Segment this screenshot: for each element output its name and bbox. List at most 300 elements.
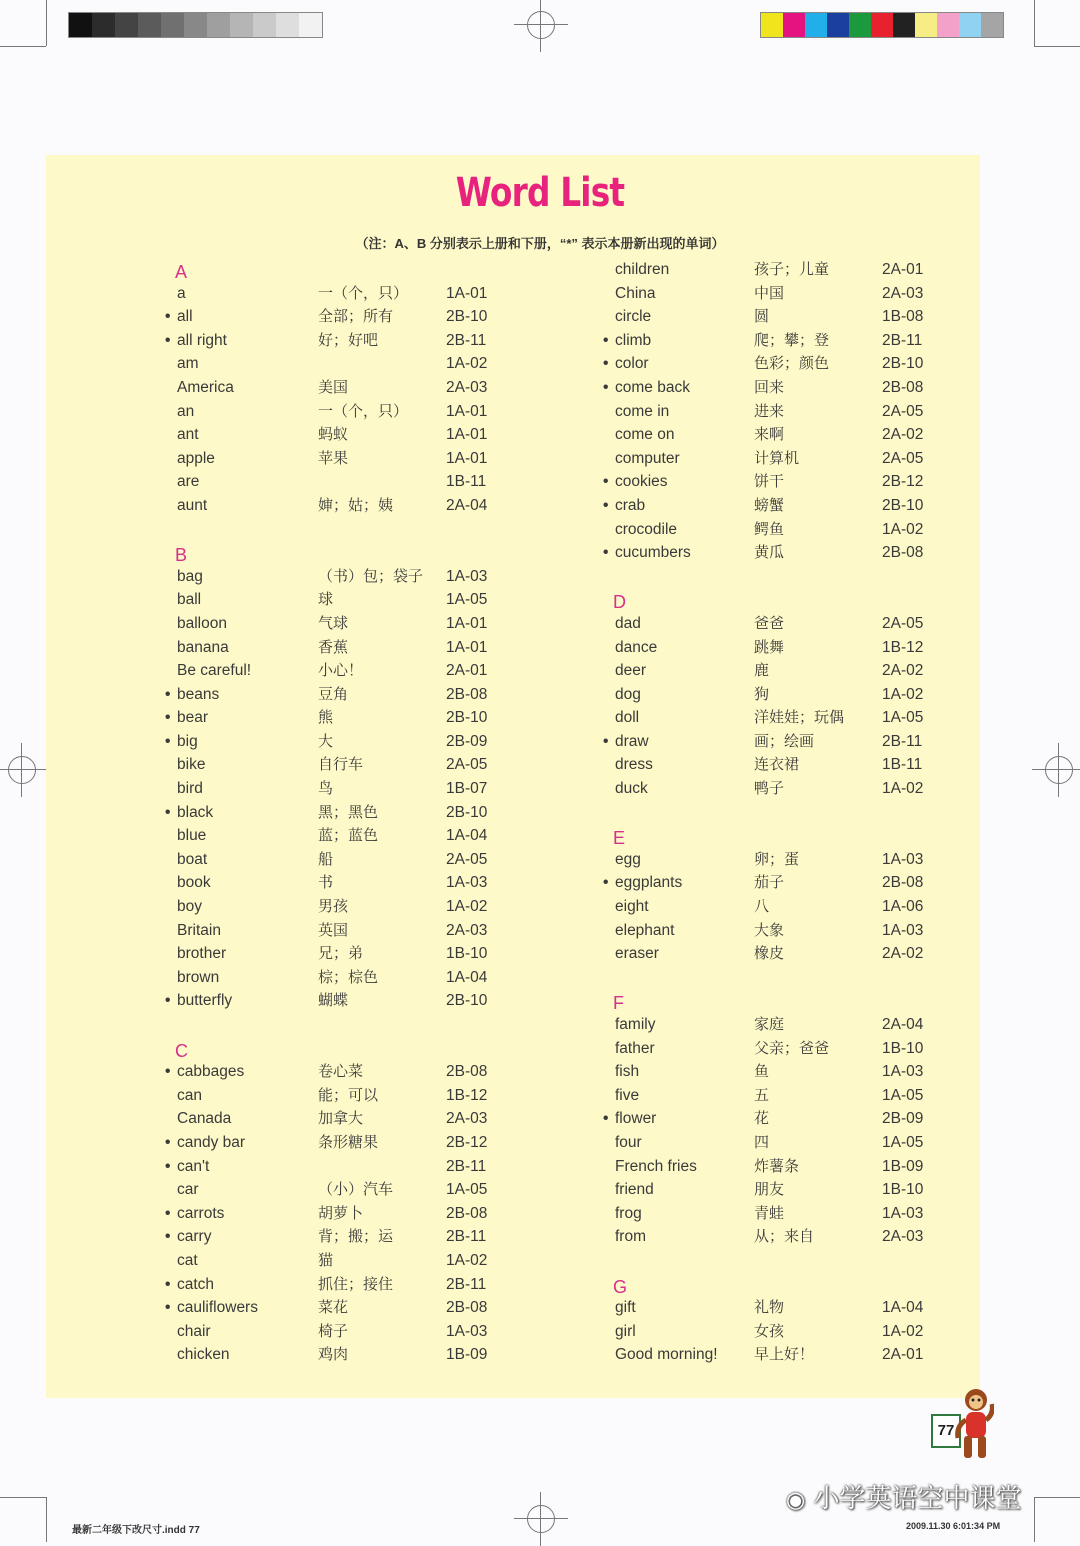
entry-chinese: 好；好吧 bbox=[318, 330, 379, 349]
entry-chinese: 椅子 bbox=[318, 1321, 349, 1340]
entry-chinese: 家庭 bbox=[754, 1015, 785, 1033]
word-entry bbox=[165, 376, 525, 400]
entry-unit-code: 2B-10 bbox=[446, 992, 488, 1010]
entry-chinese: 大象 bbox=[754, 920, 785, 939]
crop-mark bbox=[0, 46, 46, 47]
section-letter bbox=[603, 1273, 963, 1297]
entry-chinese: 香蕉 bbox=[318, 637, 349, 656]
entry-unit-code: 2A-03 bbox=[882, 1228, 924, 1246]
entry-word: Canada bbox=[177, 1110, 232, 1128]
entry-unit-code: 2B-11 bbox=[446, 1275, 487, 1293]
entry-unit-code: 2A-05 bbox=[446, 756, 488, 774]
entry-chinese: 菜花 bbox=[318, 1298, 349, 1317]
word-entry bbox=[603, 494, 963, 518]
entry-chinese: 中国 bbox=[754, 283, 785, 302]
word-entry bbox=[603, 1320, 963, 1344]
section-letter bbox=[165, 1037, 525, 1061]
entry-chinese: 英国 bbox=[318, 920, 349, 939]
word-entry bbox=[603, 470, 963, 494]
gray-swatch bbox=[115, 13, 138, 37]
word-entry bbox=[603, 942, 963, 966]
entry-unit-code: 2A-03 bbox=[446, 1110, 488, 1128]
word-entry bbox=[603, 1296, 963, 1320]
word-entry bbox=[603, 1178, 963, 1202]
word-entry bbox=[603, 352, 963, 376]
entry-chinese: 早上好！ bbox=[754, 1345, 815, 1364]
color-swatch bbox=[849, 13, 871, 37]
entry-unit-code: 2B-10 bbox=[882, 496, 924, 514]
entry-word: draw bbox=[615, 732, 649, 750]
entry-chinese: 棕；棕色 bbox=[318, 967, 379, 986]
word-entry bbox=[165, 942, 525, 966]
word-entry bbox=[165, 777, 525, 801]
entry-star-marker: • bbox=[165, 308, 171, 326]
entry-word: apple bbox=[177, 449, 215, 467]
entry-word: four bbox=[615, 1133, 642, 1151]
entry-word: color bbox=[615, 355, 649, 373]
entry-unit-code: 1B-12 bbox=[446, 1086, 488, 1104]
entry-chinese: 炸薯条 bbox=[754, 1156, 800, 1175]
entry-unit-code: 1A-01 bbox=[446, 426, 488, 444]
word-entry bbox=[165, 470, 525, 494]
entry-word: ball bbox=[177, 591, 202, 609]
entry-word: doll bbox=[615, 709, 640, 727]
word-entry bbox=[165, 706, 525, 730]
entry-chinese: 色彩；颜色 bbox=[754, 354, 830, 373]
entry-chinese: 鸡肉 bbox=[318, 1345, 349, 1364]
word-entry bbox=[165, 730, 525, 754]
entry-word: brother bbox=[177, 945, 227, 963]
word-entry bbox=[165, 1131, 525, 1155]
entry-word: eraser bbox=[615, 945, 659, 963]
word-entry bbox=[603, 258, 963, 282]
entry-chinese: 猫 bbox=[318, 1250, 334, 1269]
entry-unit-code: 2B-12 bbox=[446, 1133, 488, 1151]
entry-chinese: 女孩 bbox=[754, 1321, 785, 1340]
entry-unit-code: 1A-02 bbox=[446, 1251, 488, 1269]
entry-word: Britain bbox=[177, 921, 221, 939]
entry-word: crocodile bbox=[615, 520, 678, 538]
section-gap bbox=[603, 801, 963, 825]
entry-unit-code: 2B-11 bbox=[446, 1228, 487, 1246]
entry-chinese: 小心！ bbox=[318, 661, 364, 680]
entry-unit-code: 2B-11 bbox=[446, 1157, 487, 1175]
section-gap bbox=[603, 565, 963, 589]
entry-word: frog bbox=[615, 1204, 642, 1222]
entry-unit-code: 2A-05 bbox=[882, 402, 924, 420]
crop-mark bbox=[1034, 0, 1035, 46]
word-entry bbox=[165, 1225, 525, 1249]
entry-chinese: 大 bbox=[318, 731, 334, 750]
color-swatch bbox=[783, 13, 805, 37]
word-entry bbox=[165, 919, 525, 943]
entry-word: cabbages bbox=[177, 1063, 245, 1081]
word-entry bbox=[165, 1343, 525, 1367]
word-entry bbox=[165, 352, 525, 376]
entry-chinese: 美国 bbox=[318, 377, 349, 396]
entry-word: boy bbox=[177, 898, 202, 916]
entry-unit-code: 2B-08 bbox=[882, 544, 924, 562]
watermark bbox=[786, 1478, 1021, 1515]
word-entry bbox=[165, 1155, 525, 1179]
entry-unit-code: 2A-02 bbox=[882, 945, 924, 963]
gray-swatch bbox=[276, 13, 299, 37]
entry-unit-code: 1A-05 bbox=[446, 591, 488, 609]
entry-word: catch bbox=[177, 1275, 215, 1293]
entry-chinese: 洋娃娃；玩偶 bbox=[754, 708, 845, 727]
entry-word: crab bbox=[615, 496, 646, 514]
word-entry bbox=[603, 423, 963, 447]
section-gap bbox=[603, 1249, 963, 1273]
word-entry bbox=[165, 1320, 525, 1344]
word-entry bbox=[603, 895, 963, 919]
entry-word: bike bbox=[177, 756, 206, 774]
entry-word: book bbox=[177, 874, 211, 892]
entry-star-marker: • bbox=[165, 1063, 171, 1081]
entry-unit-code: 2B-10 bbox=[446, 709, 488, 727]
entry-word: banana bbox=[177, 638, 229, 656]
wechat-icon: ◉ bbox=[786, 1488, 806, 1513]
entry-unit-code: 2B-11 bbox=[882, 732, 923, 750]
entry-star-marker: • bbox=[603, 331, 609, 349]
entry-unit-code: 2A-03 bbox=[882, 284, 924, 302]
entry-word: are bbox=[177, 473, 200, 491]
entry-word: cauliflowers bbox=[177, 1299, 258, 1317]
entry-unit-code: 1A-01 bbox=[446, 614, 488, 632]
entry-word: butterfly bbox=[177, 992, 233, 1010]
section-letter-text: E bbox=[613, 828, 626, 849]
word-entry bbox=[165, 447, 525, 471]
entry-chinese: 回来 bbox=[754, 377, 785, 396]
entry-star-marker: • bbox=[165, 1228, 171, 1246]
word-entry bbox=[603, 848, 963, 872]
word-entry bbox=[165, 1296, 525, 1320]
entry-word: egg bbox=[615, 850, 641, 868]
word-entry bbox=[603, 329, 963, 353]
entry-word: computer bbox=[615, 449, 680, 467]
word-entry bbox=[603, 400, 963, 424]
entry-star-marker: • bbox=[165, 992, 171, 1010]
entry-chinese: 气球 bbox=[318, 613, 349, 632]
word-entry bbox=[165, 282, 525, 306]
entry-word: can bbox=[177, 1086, 202, 1104]
word-list-right-column bbox=[603, 258, 963, 1367]
word-entry bbox=[603, 1107, 963, 1131]
entry-chinese: 鱼 bbox=[754, 1062, 770, 1081]
entry-chinese: 爬；攀；登 bbox=[754, 330, 830, 349]
entry-word: Good morning! bbox=[615, 1346, 718, 1364]
word-entry bbox=[603, 636, 963, 660]
entry-unit-code: 2B-11 bbox=[446, 331, 487, 349]
entry-chinese: 条形糖果 bbox=[318, 1132, 379, 1151]
entry-unit-code: 1A-03 bbox=[882, 850, 924, 868]
entry-unit-code: 1A-03 bbox=[446, 1322, 488, 1340]
entry-unit-code: 2B-08 bbox=[882, 874, 924, 892]
word-entry bbox=[603, 1202, 963, 1226]
entry-word: dad bbox=[615, 614, 641, 632]
entry-unit-code: 1A-05 bbox=[882, 1086, 924, 1104]
entry-chinese: 饼干 bbox=[754, 472, 785, 491]
entry-unit-code: 1B-09 bbox=[446, 1346, 488, 1364]
entry-unit-code: 1B-10 bbox=[882, 1039, 924, 1057]
entry-chinese: 连衣裙 bbox=[754, 755, 800, 774]
entry-unit-code: 2B-10 bbox=[446, 308, 488, 326]
word-entry bbox=[603, 659, 963, 683]
entry-unit-code: 1A-06 bbox=[882, 898, 924, 916]
entry-word: chicken bbox=[177, 1346, 230, 1364]
entry-word: chair bbox=[177, 1322, 211, 1340]
entry-word: aunt bbox=[177, 496, 208, 514]
entry-word: deer bbox=[615, 662, 647, 680]
word-entry bbox=[165, 966, 525, 990]
entry-chinese: 四 bbox=[754, 1132, 770, 1151]
entry-star-marker: • bbox=[603, 874, 609, 892]
crop-mark bbox=[46, 0, 47, 46]
word-entry bbox=[165, 871, 525, 895]
entry-chinese: 卵；蛋 bbox=[754, 849, 800, 868]
entry-word: eight bbox=[615, 898, 649, 916]
entry-chinese: 从；来自 bbox=[754, 1227, 815, 1246]
entry-word: five bbox=[615, 1086, 640, 1104]
color-swatch bbox=[959, 13, 981, 37]
entry-word: dress bbox=[615, 756, 653, 774]
entry-chinese: 圆 bbox=[754, 307, 770, 326]
entry-word: French fries bbox=[615, 1157, 697, 1175]
entry-unit-code: 2A-01 bbox=[882, 261, 924, 278]
entry-chinese: （书）包；袋子 bbox=[318, 566, 424, 585]
color-swatch bbox=[805, 13, 827, 37]
entry-chinese: 父亲；爸爸 bbox=[754, 1038, 830, 1057]
registration-mark-icon bbox=[527, 11, 555, 39]
entry-chinese: 来啊 bbox=[754, 425, 785, 444]
entry-chinese: 自行车 bbox=[318, 755, 364, 774]
word-entry bbox=[165, 824, 525, 848]
color-swatch bbox=[937, 13, 959, 37]
entry-unit-code: 1A-05 bbox=[882, 1133, 924, 1151]
entry-star-marker: • bbox=[165, 1275, 171, 1293]
section-letter bbox=[165, 541, 525, 565]
entry-star-marker: • bbox=[165, 709, 171, 727]
entry-word: carry bbox=[177, 1228, 212, 1246]
entry-word: friend bbox=[615, 1181, 654, 1199]
word-entry bbox=[165, 329, 525, 353]
entry-word: carrots bbox=[177, 1204, 225, 1222]
entry-chinese: 橡皮 bbox=[754, 944, 785, 963]
entry-chinese: 跳舞 bbox=[754, 637, 785, 656]
entry-word: bear bbox=[177, 709, 209, 727]
word-entry bbox=[165, 1202, 525, 1226]
word-entry bbox=[603, 1084, 963, 1108]
entry-chinese: 船 bbox=[318, 849, 334, 868]
entry-chinese: 全部；所有 bbox=[318, 307, 394, 326]
entry-unit-code: 1A-02 bbox=[882, 1322, 924, 1340]
section-letter-text: C bbox=[175, 1040, 188, 1061]
entry-word: can't bbox=[177, 1157, 210, 1175]
entry-unit-code: 2A-04 bbox=[446, 496, 488, 514]
entry-star-marker: • bbox=[165, 803, 171, 821]
word-entry bbox=[603, 871, 963, 895]
entry-word: eggplants bbox=[615, 874, 683, 892]
section-letter-text: A bbox=[175, 262, 188, 282]
entry-unit-code: 1A-04 bbox=[446, 827, 488, 845]
entry-word: candy bar bbox=[177, 1133, 246, 1151]
entry-star-marker: • bbox=[603, 496, 609, 514]
entry-unit-code: 1A-02 bbox=[882, 520, 924, 538]
entry-chinese: 朋友 bbox=[754, 1180, 785, 1199]
entry-word: flower bbox=[615, 1110, 657, 1128]
entry-chinese: 球 bbox=[318, 590, 334, 609]
entry-star-marker: • bbox=[165, 732, 171, 750]
entry-chinese: 礼物 bbox=[754, 1298, 785, 1317]
entry-chinese: 进来 bbox=[754, 401, 785, 420]
entry-chinese: 背；搬；运 bbox=[318, 1227, 394, 1246]
grayscale-bar bbox=[68, 12, 323, 38]
entry-unit-code: 2B-10 bbox=[882, 355, 924, 373]
entry-word: all bbox=[177, 308, 193, 326]
entry-chinese: 抓住；接住 bbox=[318, 1274, 394, 1293]
entry-unit-code: 1A-04 bbox=[446, 968, 488, 986]
entry-chinese: 螃蟹 bbox=[754, 495, 785, 514]
entry-unit-code: 1B-08 bbox=[882, 308, 924, 326]
entry-chinese: 蚂蚁 bbox=[318, 425, 349, 444]
entry-word: car bbox=[177, 1181, 199, 1199]
entry-chinese: 爸爸 bbox=[754, 613, 785, 632]
entry-chinese: 兄；弟 bbox=[318, 944, 364, 963]
word-entry bbox=[603, 1343, 963, 1367]
entry-unit-code: 1B-09 bbox=[882, 1157, 924, 1175]
word-entry bbox=[165, 1178, 525, 1202]
entry-word: am bbox=[177, 355, 199, 373]
footer-filename: 最新二年级下改尺寸.indd 77 bbox=[72, 1525, 200, 1536]
word-entry bbox=[603, 376, 963, 400]
word-entry bbox=[165, 989, 525, 1013]
entry-unit-code: 1B-10 bbox=[446, 945, 488, 963]
word-entry bbox=[603, 612, 963, 636]
entry-star-marker: • bbox=[165, 1204, 171, 1222]
section-gap bbox=[165, 1013, 525, 1037]
entry-star-marker: • bbox=[165, 685, 171, 703]
word-entry bbox=[603, 1013, 963, 1037]
entry-unit-code: 2B-10 bbox=[446, 803, 488, 821]
entry-chinese: 狗 bbox=[754, 684, 770, 703]
entry-word: an bbox=[177, 402, 195, 420]
section-letter-text: G bbox=[613, 1276, 628, 1297]
entry-word: America bbox=[177, 378, 234, 396]
entry-word: beans bbox=[177, 685, 220, 703]
entry-unit-code: 1A-02 bbox=[882, 685, 924, 703]
word-entry bbox=[603, 305, 963, 329]
entry-chinese: 计算机 bbox=[754, 448, 800, 467]
entry-unit-code: 1A-01 bbox=[446, 402, 488, 420]
word-entry bbox=[603, 683, 963, 707]
entry-unit-code: 1A-03 bbox=[446, 874, 488, 892]
entry-unit-code: 1A-01 bbox=[446, 284, 488, 302]
entry-unit-code: 1A-05 bbox=[446, 1181, 488, 1199]
section-letter bbox=[603, 588, 963, 612]
entry-unit-code: 2A-03 bbox=[446, 921, 488, 939]
entry-word: Be careful! bbox=[177, 662, 252, 680]
entry-chinese: 青蛙 bbox=[754, 1203, 785, 1222]
entry-word: dance bbox=[615, 638, 658, 656]
entry-chinese: 画；绘画 bbox=[754, 731, 815, 750]
word-entry bbox=[603, 919, 963, 943]
entry-word: black bbox=[177, 803, 214, 821]
word-entry bbox=[165, 612, 525, 636]
word-entry bbox=[165, 1249, 525, 1273]
word-entry bbox=[603, 1060, 963, 1084]
entry-chinese: 一（个，只） bbox=[318, 283, 409, 302]
entry-unit-code: 1B-11 bbox=[882, 756, 923, 774]
word-entry bbox=[603, 282, 963, 306]
color-swatch bbox=[893, 13, 915, 37]
word-entry bbox=[603, 1225, 963, 1249]
word-entry bbox=[165, 659, 525, 683]
entry-word: blue bbox=[177, 827, 207, 845]
entry-chinese: 加拿大 bbox=[318, 1109, 364, 1128]
entry-unit-code: 1A-03 bbox=[882, 1204, 924, 1222]
entry-star-marker: • bbox=[603, 378, 609, 396]
entry-star-marker: • bbox=[165, 1157, 171, 1175]
entry-unit-code: 1A-02 bbox=[446, 355, 488, 373]
color-swatch bbox=[871, 13, 893, 37]
word-entry bbox=[165, 1060, 525, 1084]
entry-chinese: 一（个，只） bbox=[318, 401, 409, 420]
word-entry bbox=[603, 1037, 963, 1061]
entry-unit-code: 1B-12 bbox=[882, 638, 924, 656]
entry-chinese: （小）汽车 bbox=[318, 1180, 394, 1199]
entry-word: gift bbox=[615, 1299, 636, 1317]
entry-word: boat bbox=[177, 850, 208, 868]
entry-chinese: 胡萝卜 bbox=[318, 1203, 364, 1222]
entry-unit-code: 2B-08 bbox=[446, 1204, 488, 1222]
entry-unit-code: 1B-07 bbox=[446, 780, 488, 798]
entry-chinese: 书 bbox=[318, 873, 334, 892]
registration-mark-icon bbox=[1045, 756, 1073, 784]
entry-word: bag bbox=[177, 567, 203, 585]
word-entry bbox=[603, 1131, 963, 1155]
gray-swatch bbox=[299, 13, 322, 37]
entry-unit-code: 1A-03 bbox=[882, 921, 924, 939]
section-gap bbox=[603, 966, 963, 990]
entry-word: climb bbox=[615, 331, 652, 349]
entry-star-marker: • bbox=[603, 544, 609, 562]
entry-unit-code: 1B-11 bbox=[446, 473, 487, 491]
entry-word: bird bbox=[177, 780, 203, 798]
entry-unit-code: 2B-12 bbox=[882, 473, 924, 491]
entry-unit-code: 1B-10 bbox=[882, 1181, 924, 1199]
entry-unit-code: 1A-01 bbox=[446, 638, 488, 656]
entry-unit-code: 1A-03 bbox=[882, 1063, 924, 1081]
entry-chinese: 黄瓜 bbox=[754, 543, 785, 562]
crop-mark bbox=[1034, 46, 1080, 47]
entry-star-marker: • bbox=[603, 473, 609, 491]
word-entry bbox=[165, 305, 525, 329]
entry-unit-code: 2B-08 bbox=[446, 1299, 488, 1317]
entry-chinese: 苹果 bbox=[318, 448, 349, 467]
word-entry bbox=[603, 706, 963, 730]
entry-unit-code: 1A-03 bbox=[446, 567, 488, 585]
word-entry bbox=[165, 753, 525, 777]
entry-unit-code: 1A-01 bbox=[446, 449, 488, 467]
word-entry bbox=[165, 1084, 525, 1108]
entry-chinese: 能；可以 bbox=[318, 1085, 379, 1104]
entry-word: elephant bbox=[615, 921, 675, 939]
section-letter bbox=[603, 824, 963, 848]
entry-chinese: 卷心菜 bbox=[318, 1062, 364, 1081]
color-swatch bbox=[827, 13, 849, 37]
entry-word: cat bbox=[177, 1251, 198, 1269]
word-entry bbox=[165, 400, 525, 424]
